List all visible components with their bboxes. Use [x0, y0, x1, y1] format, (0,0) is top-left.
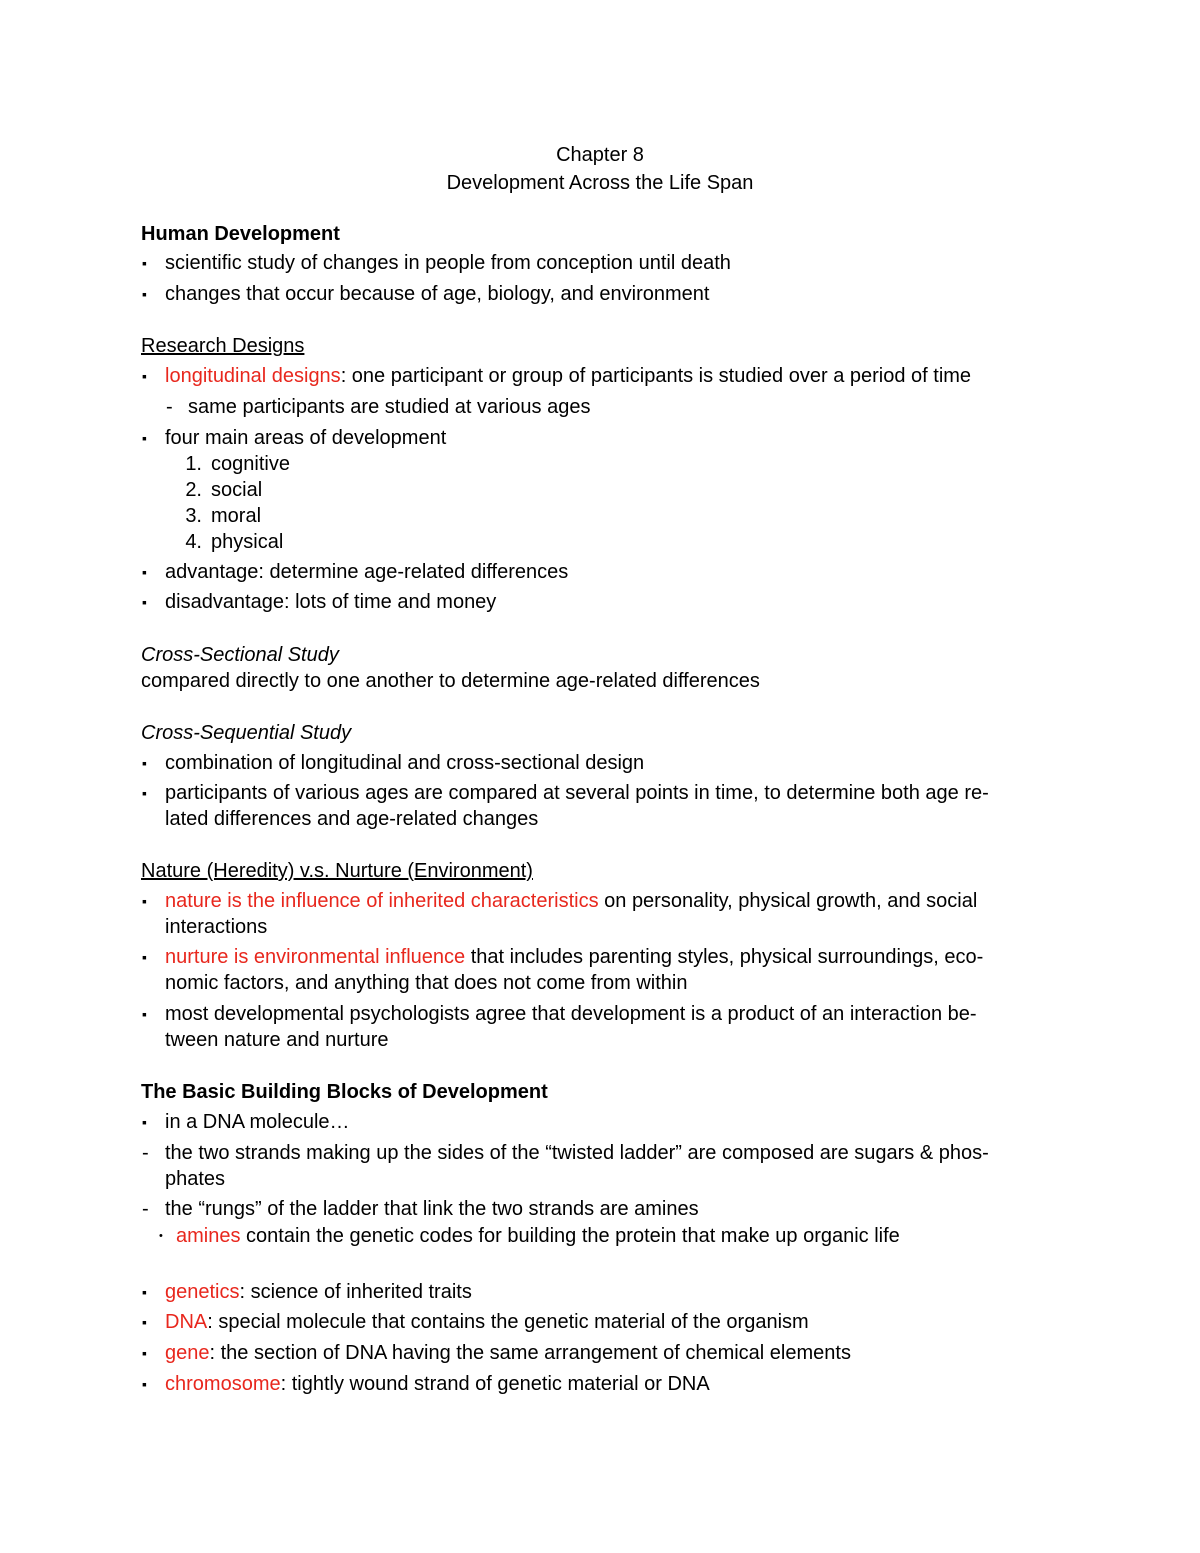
- bullet-icon: ▪: [142, 1006, 147, 1022]
- bullet-icon: ▪: [142, 255, 147, 271]
- bullet-icon: ▪: [142, 1284, 147, 1300]
- list-item-nature: nature is the influence of inherited characteristics on personality, physical growth, and social: [165, 890, 978, 912]
- numbered-item-cognitive: cognitive: [211, 453, 290, 475]
- section-heading-building-blocks: The Basic Building Blocks of Development: [141, 1081, 548, 1103]
- list-item-continuation: lated differences and age-related changes: [165, 808, 539, 830]
- bullet-icon: ▪: [142, 755, 147, 771]
- sub-list-item-amines: amines contain the genetic codes for building the protein that make up organic life: [176, 1225, 900, 1247]
- numbered-item-moral: moral: [211, 505, 262, 527]
- section-heading-research-designs: Research Designs: [141, 335, 305, 357]
- term-amines: amines: [176, 1225, 241, 1247]
- list-item: advantage: determine age-related differences: [165, 561, 569, 583]
- dash-icon: -: [142, 1198, 149, 1220]
- chapter-subtitle: Development Across the Life Span: [446, 172, 754, 194]
- bullet-icon: ▪: [142, 893, 147, 909]
- bullet-icon: ▪: [142, 368, 147, 384]
- section-heading-human-development: Human Development: [141, 223, 340, 245]
- list-item: disadvantage: lots of time and money: [165, 591, 497, 613]
- bullet-icon: ▪: [142, 1345, 147, 1361]
- numbered-item-physical: physical: [211, 531, 284, 553]
- term-longitudinal-designs: longitudinal designs: [165, 365, 341, 387]
- bullet-icon: ▪: [142, 1314, 147, 1330]
- bullet-icon: ▪: [142, 430, 147, 446]
- term-nature: nature is the influence of inherited characteristics: [165, 890, 599, 912]
- list-item-continuation: phates: [165, 1168, 226, 1190]
- bullet-icon: ▪: [142, 1376, 147, 1392]
- list-item: in a DNA molecule…: [165, 1111, 350, 1133]
- sub-list-item: same participants are studied at various ages: [188, 396, 591, 418]
- list-item-gene: gene: the section of DNA having the same arrangement of chemical elements: [165, 1342, 851, 1364]
- list-item-longitudinal: longitudinal designs: one participant or group of participants is studied over a period of time: [165, 365, 972, 387]
- list-number: 4.: [185, 531, 202, 553]
- bullet-icon: ▪: [142, 1114, 147, 1130]
- term-genetics: genetics: [165, 1281, 240, 1303]
- list-item-continuation: nomic factors, and anything that does not come from within: [165, 972, 688, 994]
- list-item-continuation: tween nature and nurture: [165, 1029, 389, 1051]
- subheading-cross-sequential: Cross-Sequential Study: [141, 722, 352, 744]
- list-item: the “rungs” of the ladder that link the two strands are amines: [165, 1198, 699, 1220]
- dash-icon: -: [142, 1142, 149, 1164]
- term-gene: gene: [165, 1342, 210, 1364]
- numbered-item-social: social: [211, 479, 263, 501]
- list-item: combination of longitudinal and cross-sectional design: [165, 752, 645, 774]
- list-item: the two strands making up the sides of the “twisted ladder” are composed are sugars & phos-: [165, 1142, 989, 1164]
- chapter-title: Chapter 8: [556, 144, 644, 166]
- bullet-icon: ▪: [142, 594, 147, 610]
- list-item-continuation: interactions: [165, 916, 268, 938]
- bullet-icon: ▪: [142, 785, 147, 801]
- bullet-icon: ▪: [142, 286, 147, 302]
- bullet-icon: ▪: [142, 949, 147, 965]
- list-item-genetics: genetics: science of inherited traits: [165, 1281, 472, 1303]
- list-item: participants of various ages are compared at several points in time, to determine both age re-: [165, 782, 989, 804]
- bullet-icon: •: [159, 1230, 163, 1242]
- section-heading-nature-nurture: Nature (Heredity) v.s. Nurture (Environment): [141, 860, 533, 882]
- subheading-cross-sectional: Cross-Sectional Study: [141, 644, 339, 666]
- list-item: scientific study of changes in people from conception until death: [165, 252, 731, 274]
- list-item: changes that occur because of age, biology, and environment: [165, 283, 710, 305]
- bullet-icon: ▪: [142, 564, 147, 580]
- paragraph: compared directly to one another to determine age-related differences: [141, 670, 760, 692]
- list-item-dna: DNA: special molecule that contains the genetic material of the organism: [165, 1311, 809, 1333]
- list-number: 1.: [185, 453, 202, 475]
- term-dna: DNA: [165, 1311, 208, 1333]
- term-nurture: nurture is environmental influence: [165, 946, 466, 968]
- list-item: most developmental psychologists agree that development is a product of an interaction be-: [165, 1003, 977, 1025]
- list-number: 2.: [185, 479, 202, 501]
- list-item-chromosome: chromosome: tightly wound strand of genetic material or DNA: [165, 1373, 710, 1395]
- list-item: four main areas of development: [165, 427, 447, 449]
- list-number: 3.: [185, 505, 202, 527]
- dash-icon: -: [166, 396, 173, 418]
- term-chromosome: chromosome: [165, 1373, 281, 1395]
- list-item-nurture: nurture is environmental influence that includes parenting styles, physical surroundings, eco-: [165, 946, 984, 968]
